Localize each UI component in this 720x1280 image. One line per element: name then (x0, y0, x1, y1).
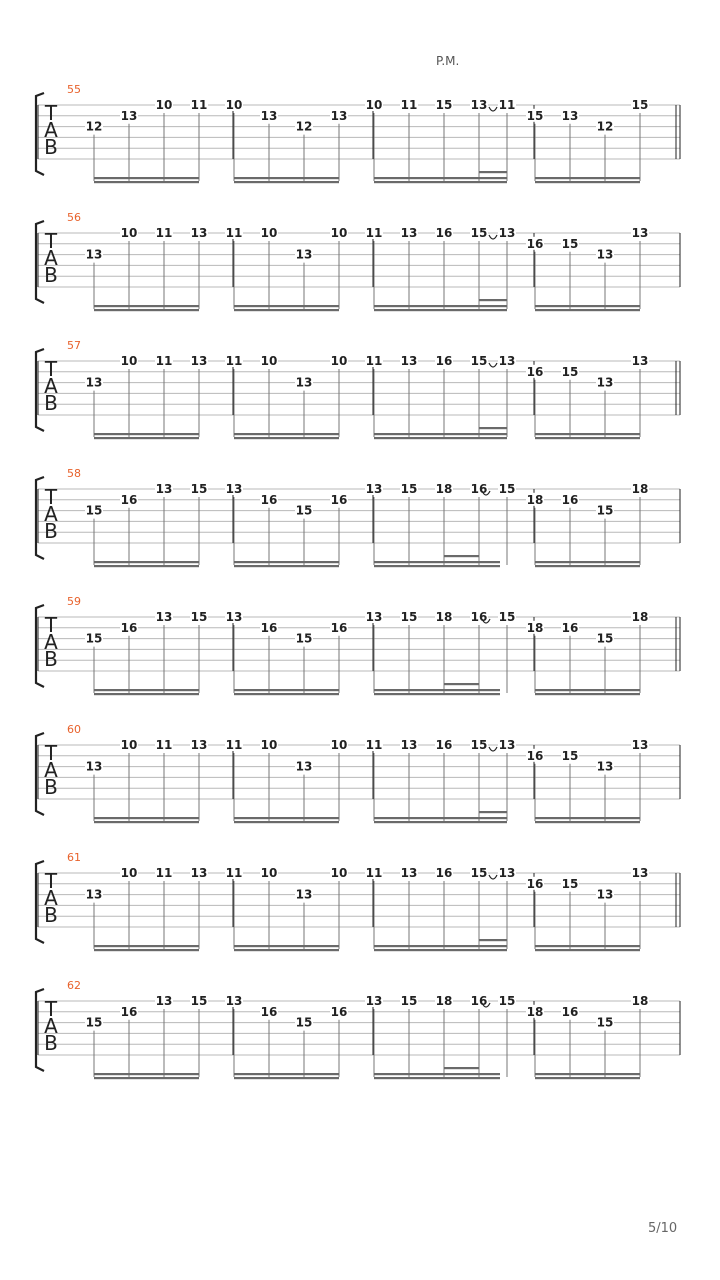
beam-16th (444, 683, 479, 685)
fret-number: 16 (435, 738, 453, 752)
fret-number: 10 (330, 738, 348, 752)
tab-clef-letter: B (44, 903, 58, 927)
fret-number: 15 (85, 1015, 103, 1030)
fret-number: 11 (225, 738, 243, 752)
beam (234, 693, 339, 695)
fret-number: 13 (498, 226, 516, 240)
tab-clef-letter: T (44, 229, 58, 253)
beam (94, 1077, 199, 1079)
fret-number: 15 (561, 876, 579, 891)
fret-number: 13 (596, 759, 614, 774)
beam (94, 821, 199, 823)
beam (94, 433, 199, 435)
beam (535, 561, 640, 563)
fret-number: 15 (400, 482, 418, 496)
beam (374, 433, 507, 435)
fret-number: 10 (155, 98, 173, 112)
fret-number: 11 (225, 226, 243, 240)
beam (535, 1073, 640, 1075)
articulation-mark (489, 747, 497, 751)
measure-number: 61 (67, 851, 81, 864)
fret-number: 16 (470, 610, 488, 624)
fret-number: 13 (225, 994, 243, 1008)
fret-number: 11 (155, 866, 173, 880)
fret-number: 13 (295, 375, 313, 390)
beam (234, 821, 339, 823)
beam (234, 565, 339, 567)
fret-number: 15 (295, 503, 313, 518)
measure-number: 59 (67, 595, 81, 608)
tab-clef-letter: T (44, 101, 58, 125)
tab-clef-letter: T (44, 869, 58, 893)
fret-number: 15 (470, 226, 488, 240)
fret-number: 16 (561, 620, 579, 635)
fret-number: 13 (631, 738, 649, 752)
fret-number: 15 (561, 364, 579, 379)
beam (535, 565, 640, 567)
fret-number: 13 (330, 108, 348, 123)
beam (374, 689, 500, 691)
beam (94, 949, 199, 951)
fret-number: 18 (435, 482, 453, 496)
fret-number: 15 (526, 108, 544, 123)
fret-number: 10 (120, 226, 138, 240)
beam (234, 177, 339, 179)
fret-number: 16 (526, 876, 544, 891)
fret-number: 15 (400, 610, 418, 624)
articulation-mark (489, 875, 497, 879)
fret-number: 13 (400, 354, 418, 368)
measure-number: 57 (67, 339, 81, 352)
beam (535, 945, 640, 947)
beam (374, 945, 507, 947)
beam (374, 177, 507, 179)
fret-number: 16 (120, 1004, 138, 1019)
fret-number: 16 (330, 1004, 348, 1019)
fret-number: 15 (190, 610, 208, 624)
fret-number: 18 (631, 610, 649, 624)
fret-number: 10 (365, 98, 383, 112)
beam (374, 1077, 500, 1079)
fret-number: 15 (561, 748, 579, 763)
fret-number: 10 (330, 866, 348, 880)
fret-number: 13 (631, 354, 649, 368)
tab-clef-letter: A (44, 758, 58, 782)
tab-clef-letter: B (44, 647, 58, 671)
fret-number: 13 (190, 738, 208, 752)
beam (94, 181, 199, 183)
fret-number: 13 (596, 887, 614, 902)
fret-number: 15 (498, 994, 516, 1008)
tab-clef-letter: T (44, 613, 58, 637)
fret-number: 15 (498, 610, 516, 624)
beam-16th (479, 427, 507, 429)
tab-clef-letter: B (44, 519, 58, 543)
articulation-mark (489, 235, 497, 239)
fret-number: 13 (190, 226, 208, 240)
fret-number: 10 (260, 738, 278, 752)
beam (535, 309, 640, 311)
beam (374, 305, 507, 307)
fret-number: 16 (260, 620, 278, 635)
tab-clef-letter: A (44, 1014, 58, 1038)
fret-number: 11 (155, 354, 173, 368)
fret-number: 13 (225, 482, 243, 496)
beam (535, 693, 640, 695)
tab-clef-letter: A (44, 886, 58, 910)
fret-number: 16 (120, 492, 138, 507)
fret-number: 18 (631, 482, 649, 496)
fret-number: 13 (400, 226, 418, 240)
beam (234, 949, 339, 951)
fret-number: 18 (526, 620, 544, 635)
fret-number: 15 (498, 482, 516, 496)
beam (374, 561, 500, 563)
tab-clef-letter: B (44, 391, 58, 415)
fret-number: 15 (470, 866, 488, 880)
measure-number: 55 (67, 83, 81, 96)
fret-number: 13 (85, 887, 103, 902)
beam (234, 561, 339, 563)
tab-clef-letter: B (44, 775, 58, 799)
fret-number: 13 (260, 108, 278, 123)
fret-number: 18 (435, 994, 453, 1008)
fret-number: 10 (330, 354, 348, 368)
fret-number: 15 (190, 994, 208, 1008)
fret-number: 16 (330, 492, 348, 507)
fret-number: 13 (400, 866, 418, 880)
tab-clef-letter: B (44, 263, 58, 287)
fret-number: 11 (365, 226, 383, 240)
fret-number: 15 (596, 1015, 614, 1030)
fret-number: 13 (295, 247, 313, 262)
tab-clef-letter: B (44, 1031, 58, 1055)
beam-16th (479, 299, 507, 301)
beam (234, 437, 339, 439)
beam-16th (444, 555, 479, 557)
fret-number: 13 (400, 738, 418, 752)
fret-number: 13 (365, 610, 383, 624)
beam (374, 693, 500, 695)
fret-number: 11 (400, 98, 418, 112)
beam (94, 561, 199, 563)
beam (234, 309, 339, 311)
fret-number: 10 (120, 738, 138, 752)
tab-clef-letter: T (44, 357, 58, 381)
fret-number: 16 (260, 492, 278, 507)
beam (94, 689, 199, 691)
fret-number: 16 (470, 482, 488, 496)
fret-number: 16 (561, 1004, 579, 1019)
fret-number: 10 (120, 354, 138, 368)
fret-number: 11 (365, 866, 383, 880)
fret-number: 13 (631, 866, 649, 880)
fret-number: 12 (295, 119, 313, 134)
beam (374, 181, 507, 183)
fret-number: 10 (330, 226, 348, 240)
tab-clef-letter: T (44, 997, 58, 1021)
beam (535, 437, 640, 439)
fret-number: 10 (260, 226, 278, 240)
beam (374, 821, 507, 823)
fret-number: 16 (470, 994, 488, 1008)
fret-number: 13 (155, 482, 173, 496)
fret-number: 11 (155, 226, 173, 240)
fret-number: 16 (526, 748, 544, 763)
measure-number: 58 (67, 467, 81, 480)
beam-16th (479, 939, 507, 941)
fret-number: 13 (85, 759, 103, 774)
tab-clef-letter: A (44, 118, 58, 142)
beam (234, 1073, 339, 1075)
fret-number: 13 (561, 108, 579, 123)
fret-number: 16 (435, 866, 453, 880)
beam (234, 433, 339, 435)
fret-number: 12 (85, 119, 103, 134)
tab-clef-letter: T (44, 741, 58, 765)
fret-number: 16 (435, 354, 453, 368)
fret-number: 10 (260, 866, 278, 880)
beam (94, 305, 199, 307)
fret-number: 13 (365, 994, 383, 1008)
beam (94, 437, 199, 439)
beam (94, 817, 199, 819)
fret-number: 13 (596, 247, 614, 262)
pm-annotation: P.M. (436, 54, 460, 68)
beam (94, 177, 199, 179)
fret-number: 16 (561, 492, 579, 507)
beam (234, 689, 339, 691)
fret-number: 11 (365, 738, 383, 752)
fret-number: 15 (470, 354, 488, 368)
beam (374, 437, 507, 439)
fret-number: 13 (498, 354, 516, 368)
fret-number: 13 (155, 610, 173, 624)
beam (94, 693, 199, 695)
fret-number: 16 (330, 620, 348, 635)
beam (535, 181, 640, 183)
beam (535, 949, 640, 951)
beam-16th (479, 811, 507, 813)
beam (535, 177, 640, 179)
fret-number: 18 (526, 1004, 544, 1019)
fret-number: 18 (631, 994, 649, 1008)
fret-number: 18 (526, 492, 544, 507)
beam (94, 945, 199, 947)
beam (234, 945, 339, 947)
fret-number: 15 (435, 98, 453, 112)
page-number: 5/10 (648, 1221, 678, 1236)
fret-number: 15 (596, 503, 614, 518)
fret-number: 13 (498, 866, 516, 880)
fret-number: 11 (225, 354, 243, 368)
beam-16th (444, 1067, 479, 1069)
fret-number: 15 (561, 236, 579, 251)
fret-number: 15 (596, 631, 614, 646)
beam (374, 1073, 500, 1075)
beam (535, 817, 640, 819)
fret-number: 13 (190, 354, 208, 368)
fret-number: 13 (190, 866, 208, 880)
fret-number: 13 (225, 610, 243, 624)
fret-number: 15 (400, 994, 418, 1008)
tab-clef-letter: T (44, 485, 58, 509)
fret-number: 13 (85, 375, 103, 390)
tab-clef-letter: A (44, 246, 58, 270)
beam (374, 949, 507, 951)
fret-number: 15 (631, 98, 649, 112)
beam-16th (479, 171, 507, 173)
beam (234, 305, 339, 307)
tab-clef-letter: A (44, 374, 58, 398)
fret-number: 11 (190, 98, 208, 112)
fret-number: 18 (435, 610, 453, 624)
fret-number: 13 (596, 375, 614, 390)
beam (535, 1077, 640, 1079)
tab-clef-letter: A (44, 502, 58, 526)
fret-number: 10 (260, 354, 278, 368)
fret-number: 16 (435, 226, 453, 240)
beam (94, 565, 199, 567)
beam (234, 817, 339, 819)
fret-number: 13 (498, 738, 516, 752)
beam (535, 433, 640, 435)
fret-number: 11 (498, 98, 516, 112)
fret-number: 11 (365, 354, 383, 368)
measure-number: 56 (67, 211, 81, 224)
fret-number: 15 (190, 482, 208, 496)
fret-number: 15 (295, 1015, 313, 1030)
fret-number: 13 (120, 108, 138, 123)
beam (535, 689, 640, 691)
fret-number: 13 (295, 759, 313, 774)
fret-number: 15 (85, 503, 103, 518)
beam (94, 1073, 199, 1075)
beam (94, 309, 199, 311)
measure-number: 60 (67, 723, 81, 736)
fret-number: 16 (120, 620, 138, 635)
fret-number: 10 (120, 866, 138, 880)
fret-number: 12 (596, 119, 614, 134)
beam (374, 817, 507, 819)
fret-number: 16 (526, 236, 544, 251)
fret-number: 13 (365, 482, 383, 496)
beam (234, 1077, 339, 1079)
fret-number: 15 (295, 631, 313, 646)
fret-number: 15 (470, 738, 488, 752)
articulation-mark (489, 107, 497, 111)
fret-number: 13 (295, 887, 313, 902)
beam (234, 181, 339, 183)
beam (374, 309, 507, 311)
fret-number: 13 (85, 247, 103, 262)
beam (535, 305, 640, 307)
beam (535, 821, 640, 823)
fret-number: 16 (260, 1004, 278, 1019)
fret-number: 10 (225, 98, 243, 112)
fret-number: 13 (631, 226, 649, 240)
fret-number: 13 (470, 98, 488, 112)
fret-number: 16 (526, 364, 544, 379)
beam (374, 565, 500, 567)
fret-number: 11 (155, 738, 173, 752)
articulation-mark (489, 363, 497, 367)
fret-number: 11 (225, 866, 243, 880)
measure-number: 62 (67, 979, 81, 992)
tab-clef-letter: B (44, 135, 58, 159)
tab-clef-letter: A (44, 630, 58, 654)
fret-number: 15 (85, 631, 103, 646)
fret-number: 13 (155, 994, 173, 1008)
